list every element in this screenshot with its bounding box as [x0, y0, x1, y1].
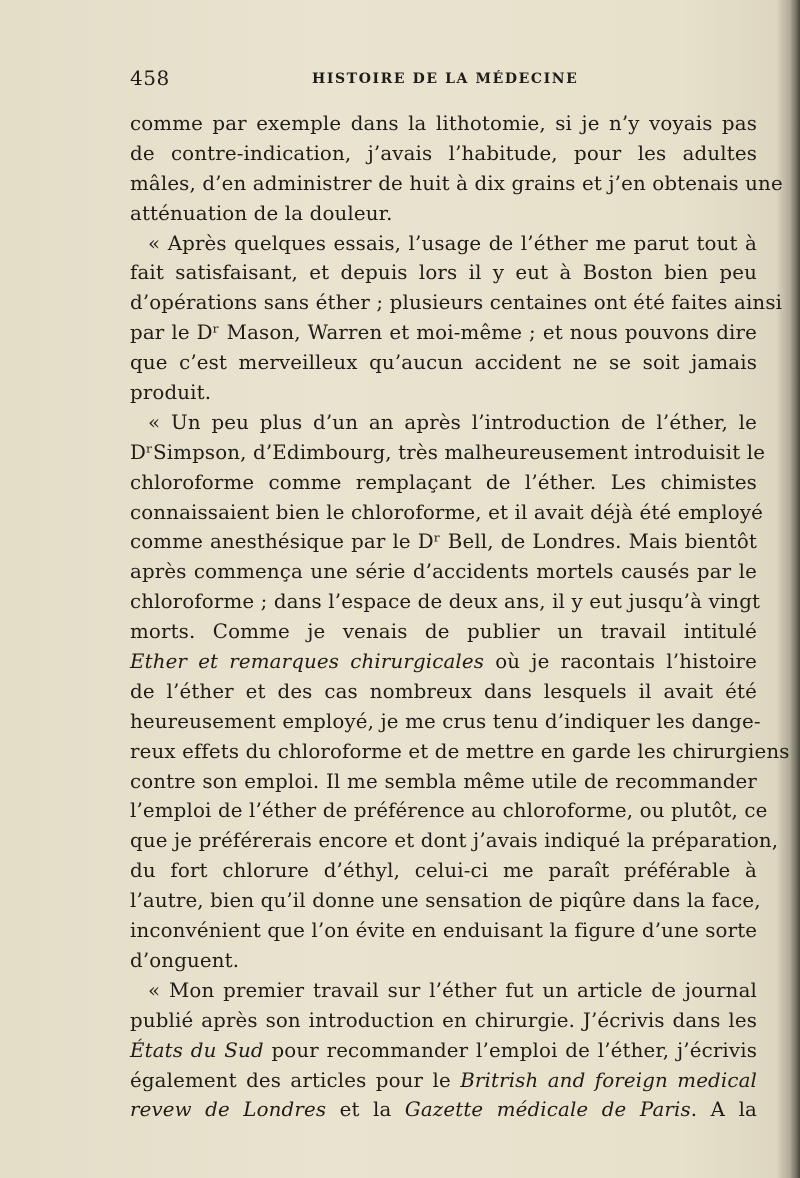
text-line: que c’est merveilleux qu’aucun accident ne se soit jamais: [130, 351, 757, 375]
body-text: [130, 109, 790, 1125]
text-line: après commença une série d’accidents mortels causés par le: [130, 560, 757, 584]
page-number: 458: [130, 66, 170, 90]
italic-title: revew de Londres: [130, 1098, 327, 1122]
text-line: reux effets du chloroforme et de mettre en garde les chirurgiens: [130, 739, 790, 763]
text-line: fait satisfaisant, et depuis lors il y eut à Boston bien peu: [130, 261, 757, 285]
text-line: d’opérations sans éther ; plusieurs centaines ont été faites ainsi: [130, 291, 783, 315]
text-line: atténuation de la douleur.: [130, 201, 393, 225]
text-line: « Après quelques essais, l’usage de l’éther me parut tout à: [148, 231, 757, 255]
page-header: [130, 66, 758, 94]
text-line: l’autre, bien qu’il donne une sensation de piqûre dans la face,: [130, 889, 761, 913]
text-line: l’emploi de l’éther de préférence au chloroforme, ou plutôt, ce: [130, 799, 768, 823]
text-line: DʳSimpson, d’Edimbourg, très malheureusement introduisit le: [130, 440, 766, 464]
italic-title: Britrish and foreign medical: [460, 1068, 757, 1092]
text-line: que je préférerais encore et dont j’avais indiqué la préparation,: [130, 829, 779, 853]
italic-title: Ether et remarques chirurgicales: [130, 650, 485, 674]
text-line: d’onguent.: [130, 948, 240, 972]
text-line: par le Dʳ Mason, Warren et moi-même ; et nous pouvons dire: [130, 321, 757, 345]
italic-title: Gazette médicale de Paris: [404, 1098, 691, 1122]
text-line: contre son emploi. Il me sembla même utile de recommander: [130, 769, 757, 793]
page-edge-shadow: [790, 0, 800, 1178]
italic-title: États du Sud: [130, 1038, 264, 1062]
text-line: « Mon premier travail sur l’éther fut un article de journal: [148, 978, 757, 1002]
text-line: connaissaient bien le chloroforme, et il avait déjà été employé: [130, 500, 764, 524]
text-line: de l’éther et des cas nombreux dans lesquels il avait été: [130, 679, 757, 703]
text-line: « Un peu plus d’un an après l’introduction de l’éther, le: [148, 410, 757, 434]
text-line: produit.: [130, 381, 212, 405]
text-line: du fort chlorure d’éthyl, celui-ci me paraît préférable à: [130, 859, 757, 883]
text-line: également des articles pour le Britrish and foreign medical: [130, 1068, 757, 1092]
text-line: de contre-indication, j’avais l’habitude, pour les adultes: [130, 141, 757, 165]
text-line: comme anesthésique par le Dʳ Bell, de Londres. Mais bientôt: [130, 530, 757, 554]
text-line: comme par exemple dans la lithotomie, si je n’y voyais pas: [130, 112, 757, 135]
text-line: morts. Comme je venais de publier un travail intitulé: [130, 620, 757, 644]
running-head: HISTOIRE DE LA MÉDECINE: [312, 71, 579, 87]
text-line: États du Sud pour recommander l’emploi de l’éther, j’écrivis: [130, 1038, 757, 1062]
text-line: Ether et remarques chirurgicales où je racontais l’histoire: [130, 650, 757, 674]
text-line: inconvénient que l’on évite en enduisant la figure d’une sorte: [130, 919, 758, 943]
text-line: chloroforme comme remplaçant de l’éther. Les chimistes: [130, 470, 757, 494]
text-line: revew de Londres et la Gazette médicale de Paris. A la: [130, 1098, 757, 1122]
text-line: mâles, d’en administrer de huit à dix grains et j’en obtenais une: [130, 171, 783, 195]
text-line: publié après son introduction en chirurgie. J’écrivis dans les: [130, 1008, 757, 1032]
text-line: heureusement employé, je me crus tenu d’indiquer les dange-: [130, 709, 761, 733]
text-line: chloroforme ; dans l’espace de deux ans, il y eut jusqu’à vingt: [130, 590, 761, 614]
